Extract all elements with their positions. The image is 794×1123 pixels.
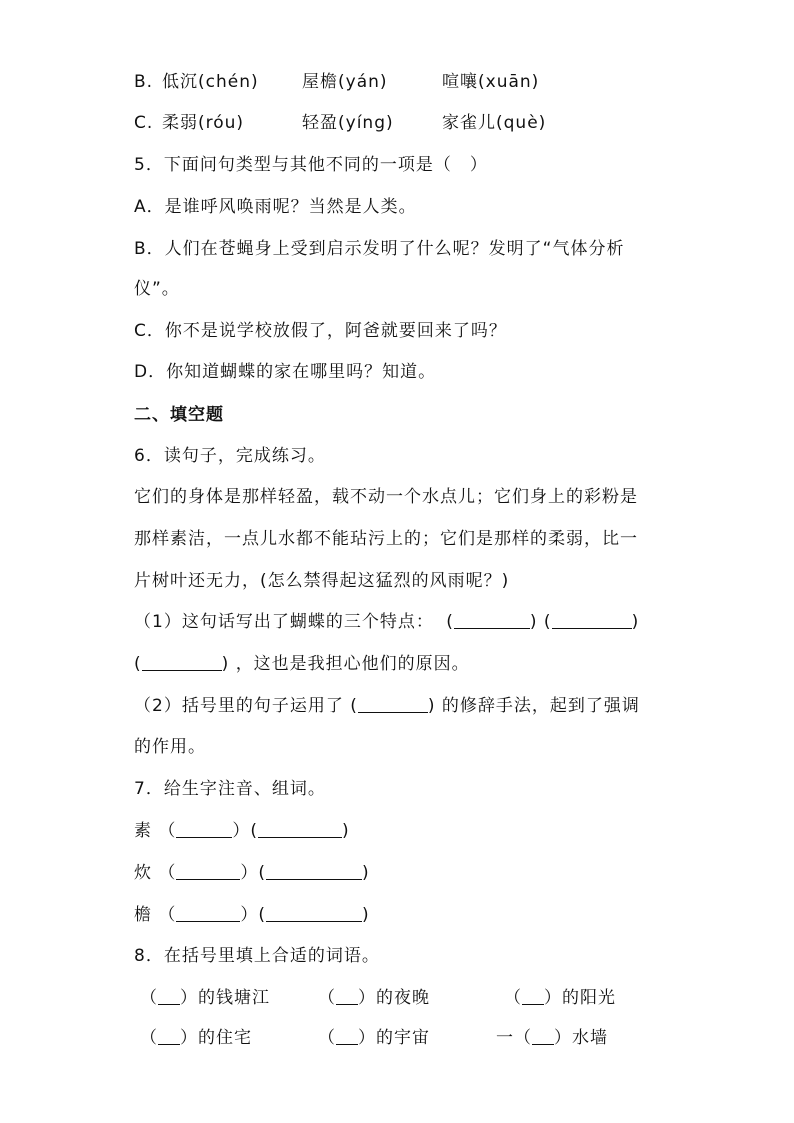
answer-blank[interactable]: （ ） [140,1028,198,1048]
option-word: 喧嚷(xuān) [442,72,540,92]
q6-sub2-cont: 的作用。 [134,737,206,757]
pinyin-blank[interactable]: （ ） [158,863,259,883]
q7-row [134,819,350,843]
q8-word: 的住宅 [198,1028,252,1048]
q6-passage-line2: 那样素洁，一点儿水都不能玷污上的；它们是那样的柔弱，比一 [134,529,638,549]
q8-word: 的宇宙 [376,1028,430,1048]
answer-blank[interactable]: ( ) [446,612,538,632]
q7-row [134,861,370,885]
answer-blank[interactable]: ( ) [543,612,640,632]
word-blank[interactable]: ( ) [258,863,370,883]
answer-blank[interactable]: ( ) [134,654,230,674]
q8-item [318,986,430,1010]
q8-word: 的钱塘江 [198,988,270,1008]
q7-stem: 7．给生字注音、组词。 [134,779,326,799]
q8-word: 的夜晚 [376,988,430,1008]
option-label: C. [134,113,154,133]
word-blank[interactable]: ( ) [258,905,370,925]
section-heading: 二、填空题 [134,405,224,425]
pinyin-blank[interactable]: （ ） [158,821,251,841]
pinyin-blank[interactable]: （ ） [158,905,259,925]
q8-item [504,986,616,1010]
q5-option-b-line2: 仪”。 [134,279,180,299]
q8-prefix: 一 [496,1028,514,1048]
answer-blank[interactable]: （ ） [504,988,562,1008]
q6-passage-line1: 它们的身体是那样轻盈，载不动一个水点儿；它们身上的彩粉是 [134,487,638,507]
option-label: B. [134,72,154,92]
q6-passage-line3: 片树叶还无力，(怎么禁得起这猛烈的风雨呢？) [134,571,510,591]
q6-sub2-suffix: 的修辞手法，起到了强调 [441,696,640,716]
q6-sub1-suffix: ，这也是我担心他们的原因。 [235,654,470,674]
q8-item [140,986,270,1010]
q6-sub2-prefix: （2）括号里的句子运用了 [134,696,344,716]
option-word: 家雀儿(què) [442,113,547,133]
q5-option-d: D．你知道蝴蝶的家在哪里吗？知道。 [134,362,437,382]
q6-stem: 6．读句子，完成练习。 [134,446,326,466]
q5-option-a: A．是谁呼风唤雨呢？当然是人类。 [134,197,417,217]
answer-blank[interactable]: （ ） [318,1028,376,1048]
q8-item [318,1026,430,1050]
q8-stem: 8．在括号里填上合适的词语。 [134,946,380,966]
answer-blank[interactable]: ( ) [350,696,436,716]
q5-option-b-line1: B．人们在苍蝇身上受到启示发明了什么呢？发明了“气体分析 [134,239,625,259]
q7-char: 素 [134,821,152,841]
option-word: 屋檐(yán) [302,72,388,92]
option-word: 轻盈(yíng) [302,113,394,133]
q5-option-c: C．你不是说学校放假了，阿爸就要回来了吗？ [134,321,507,341]
q7-row [134,903,370,927]
answer-blank[interactable]: （ ） [140,988,198,1008]
q8-word: 水墙 [572,1028,608,1048]
q8-word: 的阳光 [562,988,616,1008]
q7-char: 檐 [134,905,152,925]
q6-sub1 [134,610,639,634]
option-word: 柔弱(róu) [162,113,245,133]
word-blank[interactable]: ( ) [250,821,350,841]
q5-stem: 5．下面问句类型与其他不同的一项是（ ） [134,155,488,175]
q6-sub1-prefix: （1）这句话写出了蝴蝶的三个特点： [134,612,434,632]
q7-char: 炊 [134,863,152,883]
q6-sub1-cont [134,652,470,676]
option-word: 低沉(chén) [162,72,259,92]
q6-sub2 [134,694,640,718]
q8-item [140,1026,252,1050]
answer-blank[interactable]: （ ） [514,1028,572,1048]
answer-blank[interactable]: （ ） [318,988,376,1008]
q8-item [496,1026,608,1050]
